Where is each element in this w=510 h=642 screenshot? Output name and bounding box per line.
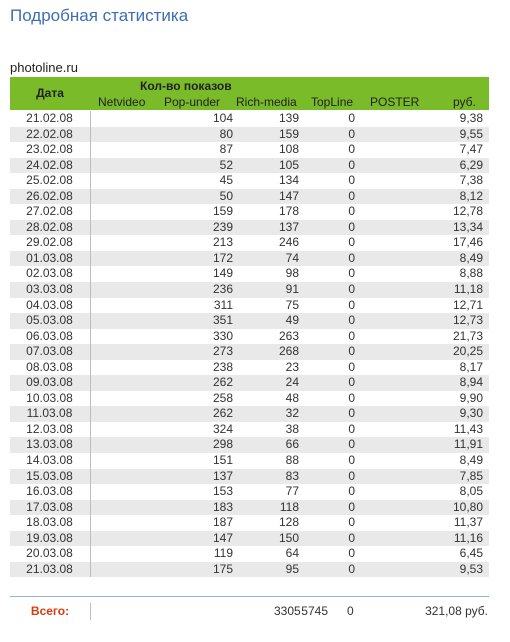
cell-topline: 0 bbox=[348, 313, 355, 328]
table-row bbox=[10, 500, 489, 516]
cell-date: 07.03.08 bbox=[26, 344, 73, 359]
cell-date: 16.03.08 bbox=[26, 484, 73, 499]
cell-date: 05.03.08 bbox=[26, 313, 73, 328]
cell-rub: 12,73 bbox=[452, 313, 483, 328]
cell-pop-under: 324 bbox=[212, 421, 233, 436]
cell-rub: 12,71 bbox=[452, 297, 483, 312]
cell-rub: 20,25 bbox=[452, 344, 483, 359]
column-separator bbox=[90, 158, 91, 174]
table-row bbox=[10, 531, 489, 547]
cell-rub: 13,34 bbox=[452, 219, 483, 234]
cell-topline: 0 bbox=[348, 219, 355, 234]
cell-topline: 0 bbox=[348, 515, 355, 530]
cell-rub: 9,55 bbox=[459, 126, 483, 141]
column-header-pop-under: Pop-under bbox=[164, 95, 221, 109]
cell-topline: 0 bbox=[348, 204, 355, 219]
cell-pop-under: 149 bbox=[212, 266, 233, 281]
cell-pop-under: 151 bbox=[212, 453, 233, 468]
cell-pop-under: 238 bbox=[212, 359, 233, 374]
cell-rich-media: 268 bbox=[278, 344, 299, 359]
cell-rub: 8,49 bbox=[459, 250, 483, 265]
cell-pop-under: 330 bbox=[212, 328, 233, 343]
cell-pop-under: 239 bbox=[212, 219, 233, 234]
cell-topline: 0 bbox=[348, 499, 355, 514]
table-row bbox=[10, 282, 489, 298]
cell-rich-media: 246 bbox=[278, 235, 299, 250]
cell-date: 09.03.08 bbox=[26, 375, 73, 390]
cell-rich-media: 178 bbox=[278, 204, 299, 219]
column-header-rub: руб. bbox=[453, 95, 476, 109]
column-separator bbox=[90, 220, 91, 236]
cell-topline: 0 bbox=[348, 530, 355, 545]
cell-rub: 12,78 bbox=[452, 204, 483, 219]
cell-rub: 8,12 bbox=[459, 188, 483, 203]
cell-rub: 11,37 bbox=[453, 515, 483, 530]
cell-topline: 0 bbox=[348, 188, 355, 203]
cell-date: 20.03.08 bbox=[26, 546, 73, 561]
cell-date: 19.03.08 bbox=[26, 530, 73, 545]
cell-topline: 0 bbox=[348, 484, 355, 499]
column-separator bbox=[90, 251, 91, 267]
cell-topline: 0 bbox=[348, 344, 355, 359]
table-row bbox=[10, 391, 489, 407]
cell-rub: 8,49 bbox=[459, 453, 483, 468]
cell-pop-under: 50 bbox=[219, 188, 233, 203]
cell-rich-media: 105 bbox=[278, 157, 299, 172]
cell-date: 21.03.08 bbox=[26, 561, 73, 576]
cell-rub: 11,43 bbox=[453, 421, 483, 436]
table-row bbox=[10, 469, 489, 485]
total-divider bbox=[10, 596, 489, 597]
cell-topline: 0 bbox=[348, 142, 355, 157]
column-separator bbox=[90, 531, 91, 547]
cell-topline: 0 bbox=[348, 546, 355, 561]
cell-topline: 0 bbox=[348, 468, 355, 483]
column-header-poster: POSTER bbox=[370, 95, 420, 109]
cell-rub: 10,80 bbox=[452, 499, 483, 514]
cell-rich-media: 134 bbox=[278, 173, 299, 188]
cell-rub: 9,90 bbox=[459, 390, 483, 405]
column-separator bbox=[90, 204, 91, 220]
cell-pop-under: 262 bbox=[212, 375, 233, 390]
total-pop-under: 5745 bbox=[301, 604, 328, 618]
cell-topline: 0 bbox=[348, 406, 355, 421]
table-row bbox=[10, 422, 489, 438]
page-title: Подробная статистика bbox=[10, 6, 189, 25]
cell-rich-media: 88 bbox=[285, 453, 299, 468]
column-separator bbox=[90, 391, 91, 407]
cell-rub: 8,88 bbox=[459, 266, 483, 281]
table-row bbox=[10, 329, 489, 345]
cell-rich-media: 64 bbox=[285, 546, 299, 561]
cell-date: 23.02.08 bbox=[26, 142, 73, 157]
cell-pop-under: 87 bbox=[219, 142, 233, 157]
total-rich-media: 3305 bbox=[274, 604, 301, 618]
cell-pop-under: 104 bbox=[212, 111, 233, 125]
table-row bbox=[10, 189, 489, 205]
table-row bbox=[10, 515, 489, 531]
column-separator bbox=[90, 453, 91, 469]
cell-pop-under: 52 bbox=[219, 157, 233, 172]
column-separator bbox=[90, 562, 91, 578]
cell-rich-media: 95 bbox=[285, 561, 299, 576]
column-header-rich-media: Rich-media bbox=[236, 95, 297, 109]
column-separator bbox=[90, 344, 91, 360]
cell-rich-media: 118 bbox=[279, 499, 299, 514]
cell-rich-media: 98 bbox=[285, 266, 299, 281]
cell-rub: 21,73 bbox=[452, 328, 483, 343]
cell-rub: 8,05 bbox=[459, 484, 483, 499]
cell-date: 17.03.08 bbox=[26, 499, 73, 514]
cell-rich-media: 74 bbox=[285, 250, 299, 265]
cell-rich-media: 23 bbox=[285, 359, 299, 374]
cell-rich-media: 263 bbox=[278, 328, 299, 343]
cell-rub: 11,91 bbox=[453, 437, 483, 452]
cell-topline: 0 bbox=[348, 282, 355, 297]
cell-rub: 7,47 bbox=[459, 142, 483, 157]
cell-rub: 8,94 bbox=[459, 375, 483, 390]
column-separator bbox=[90, 500, 91, 516]
column-separator bbox=[90, 484, 91, 500]
cell-rich-media: 75 bbox=[285, 297, 299, 312]
cell-rub: 17,46 bbox=[452, 235, 483, 250]
cell-date: 01.03.08 bbox=[26, 250, 73, 265]
cell-rich-media: 77 bbox=[285, 484, 299, 499]
cell-date: 14.03.08 bbox=[26, 453, 73, 468]
cell-date: 12.03.08 bbox=[26, 421, 73, 436]
cell-topline: 0 bbox=[348, 421, 355, 436]
table-row bbox=[10, 158, 489, 174]
cell-rich-media: 49 bbox=[285, 313, 299, 328]
cell-pop-under: 80 bbox=[219, 126, 233, 141]
table-row bbox=[10, 375, 489, 391]
table-row bbox=[10, 360, 489, 376]
column-separator bbox=[90, 360, 91, 376]
table-row bbox=[10, 251, 489, 267]
cell-date: 10.03.08 bbox=[26, 390, 73, 405]
table-row bbox=[10, 298, 489, 314]
column-separator bbox=[90, 515, 91, 531]
table-header bbox=[10, 77, 489, 110]
cell-date: 18.03.08 bbox=[26, 515, 73, 530]
cell-pop-under: 311 bbox=[213, 297, 233, 312]
column-group-impressions: Кол-во показов bbox=[140, 79, 232, 93]
table-row bbox=[10, 484, 489, 500]
cell-date: 26.02.08 bbox=[26, 188, 73, 203]
column-separator bbox=[90, 313, 91, 329]
table-row bbox=[10, 406, 489, 422]
cell-date: 29.02.08 bbox=[26, 235, 73, 250]
cell-pop-under: 236 bbox=[212, 282, 233, 297]
column-header-topline: TopLine bbox=[311, 95, 354, 109]
cell-pop-under: 187 bbox=[212, 515, 233, 530]
table-row bbox=[10, 111, 489, 127]
column-separator bbox=[90, 469, 91, 485]
cell-date: 22.02.08 bbox=[26, 126, 73, 141]
cell-pop-under: 159 bbox=[212, 204, 233, 219]
column-separator bbox=[90, 173, 91, 189]
cell-rub: 7,85 bbox=[459, 468, 483, 483]
cell-rich-media: 38 bbox=[285, 421, 299, 436]
cell-pop-under: 119 bbox=[213, 546, 233, 561]
cell-topline: 0 bbox=[348, 157, 355, 172]
cell-rub: 7,38 bbox=[459, 173, 483, 188]
cell-rub: 11,18 bbox=[453, 282, 483, 297]
cell-topline: 0 bbox=[348, 390, 355, 405]
column-separator bbox=[90, 546, 91, 562]
table-row bbox=[10, 313, 489, 329]
cell-topline: 0 bbox=[348, 328, 355, 343]
cell-topline: 0 bbox=[348, 126, 355, 141]
total-topline: 0 bbox=[347, 604, 354, 618]
cell-date: 08.03.08 bbox=[26, 359, 73, 374]
cell-rich-media: 147 bbox=[278, 188, 299, 203]
column-separator bbox=[90, 437, 91, 453]
cell-topline: 0 bbox=[348, 359, 355, 374]
cell-date: 28.02.08 bbox=[26, 219, 73, 234]
column-separator bbox=[90, 266, 91, 282]
cell-topline: 0 bbox=[348, 437, 355, 452]
cell-date: 13.03.08 bbox=[26, 437, 73, 452]
table-row bbox=[10, 266, 489, 282]
cell-topline: 0 bbox=[348, 453, 355, 468]
cell-rich-media: 128 bbox=[278, 515, 299, 530]
cell-topline: 0 bbox=[348, 297, 355, 312]
cell-rub: 9,53 bbox=[459, 561, 483, 576]
cell-pop-under: 213 bbox=[212, 235, 233, 250]
cell-rich-media: 159 bbox=[278, 126, 299, 141]
cell-date: 03.03.08 bbox=[26, 282, 73, 297]
cell-rub: 9,38 bbox=[459, 111, 483, 125]
column-separator bbox=[90, 282, 91, 298]
column-header-netvideo: Netvideo bbox=[98, 95, 146, 109]
cell-date: 04.03.08 bbox=[26, 297, 73, 312]
cell-rich-media: 66 bbox=[285, 437, 299, 452]
cell-date: 27.02.08 bbox=[26, 204, 73, 219]
cell-topline: 0 bbox=[348, 235, 355, 250]
column-separator bbox=[90, 298, 91, 314]
column-separator bbox=[90, 375, 91, 391]
table-row bbox=[10, 437, 489, 453]
cell-date: 24.02.08 bbox=[26, 157, 73, 172]
table-row bbox=[10, 344, 489, 360]
cell-rich-media: 108 bbox=[278, 142, 299, 157]
column-separator bbox=[90, 422, 91, 438]
cell-pop-under: 153 bbox=[212, 484, 233, 499]
cell-rich-media: 137 bbox=[278, 219, 299, 234]
cell-pop-under: 351 bbox=[212, 313, 233, 328]
cell-rich-media: 83 bbox=[285, 468, 299, 483]
column-separator bbox=[90, 329, 91, 345]
column-separator bbox=[90, 235, 91, 251]
site-name: photoline.ru bbox=[10, 60, 78, 75]
cell-topline: 0 bbox=[348, 173, 355, 188]
cell-rich-media: 91 bbox=[285, 282, 299, 297]
cell-pop-under: 183 bbox=[212, 499, 233, 514]
cell-pop-under: 175 bbox=[212, 561, 233, 576]
table-row bbox=[10, 546, 489, 562]
total-label: Всего: bbox=[30, 604, 70, 618]
cell-rub: 8,17 bbox=[459, 359, 483, 374]
cell-pop-under: 298 bbox=[212, 437, 233, 452]
column-header-date: Дата bbox=[36, 86, 64, 100]
cell-topline: 0 bbox=[348, 561, 355, 576]
cell-topline: 0 bbox=[348, 266, 355, 281]
table-row bbox=[10, 173, 489, 189]
cell-rich-media: 139 bbox=[278, 111, 299, 125]
cell-pop-under: 172 bbox=[212, 250, 233, 265]
cell-topline: 0 bbox=[348, 111, 355, 125]
cell-topline: 0 bbox=[348, 375, 355, 390]
total-separator bbox=[90, 603, 91, 620]
table-row bbox=[10, 127, 489, 143]
table-row bbox=[10, 235, 489, 251]
cell-date: 25.02.08 bbox=[26, 173, 73, 188]
table-row bbox=[10, 142, 489, 158]
column-separator bbox=[90, 142, 91, 158]
cell-pop-under: 147 bbox=[212, 530, 233, 545]
stats-table-body bbox=[10, 111, 489, 577]
cell-topline: 0 bbox=[348, 250, 355, 265]
table-row bbox=[10, 562, 489, 578]
column-separator bbox=[90, 127, 91, 143]
cell-rub: 6,29 bbox=[459, 157, 483, 172]
cell-pop-under: 258 bbox=[212, 390, 233, 405]
cell-pop-under: 45 bbox=[219, 173, 233, 188]
total-rub: 321,08 руб. bbox=[425, 604, 488, 618]
column-separator bbox=[90, 111, 91, 127]
table-row bbox=[10, 220, 489, 236]
cell-rich-media: 32 bbox=[285, 406, 299, 421]
cell-pop-under: 262 bbox=[212, 406, 233, 421]
column-separator bbox=[90, 189, 91, 205]
cell-date: 15.03.08 bbox=[26, 468, 73, 483]
cell-rub: 6,45 bbox=[459, 546, 483, 561]
cell-rich-media: 48 bbox=[285, 390, 299, 405]
cell-rich-media: 24 bbox=[285, 375, 299, 390]
cell-date: 02.03.08 bbox=[26, 266, 73, 281]
table-row bbox=[10, 204, 489, 220]
cell-pop-under: 273 bbox=[212, 344, 233, 359]
cell-rub: 9,30 bbox=[459, 406, 483, 421]
cell-date: 11.03.08 bbox=[26, 406, 73, 421]
table-row bbox=[10, 453, 489, 469]
cell-date: 21.02.08 bbox=[26, 111, 73, 125]
column-separator bbox=[90, 406, 91, 422]
cell-rub: 11,16 bbox=[453, 530, 483, 545]
cell-date: 06.03.08 bbox=[26, 328, 73, 343]
cell-pop-under: 137 bbox=[212, 468, 233, 483]
cell-rich-media: 150 bbox=[278, 530, 299, 545]
